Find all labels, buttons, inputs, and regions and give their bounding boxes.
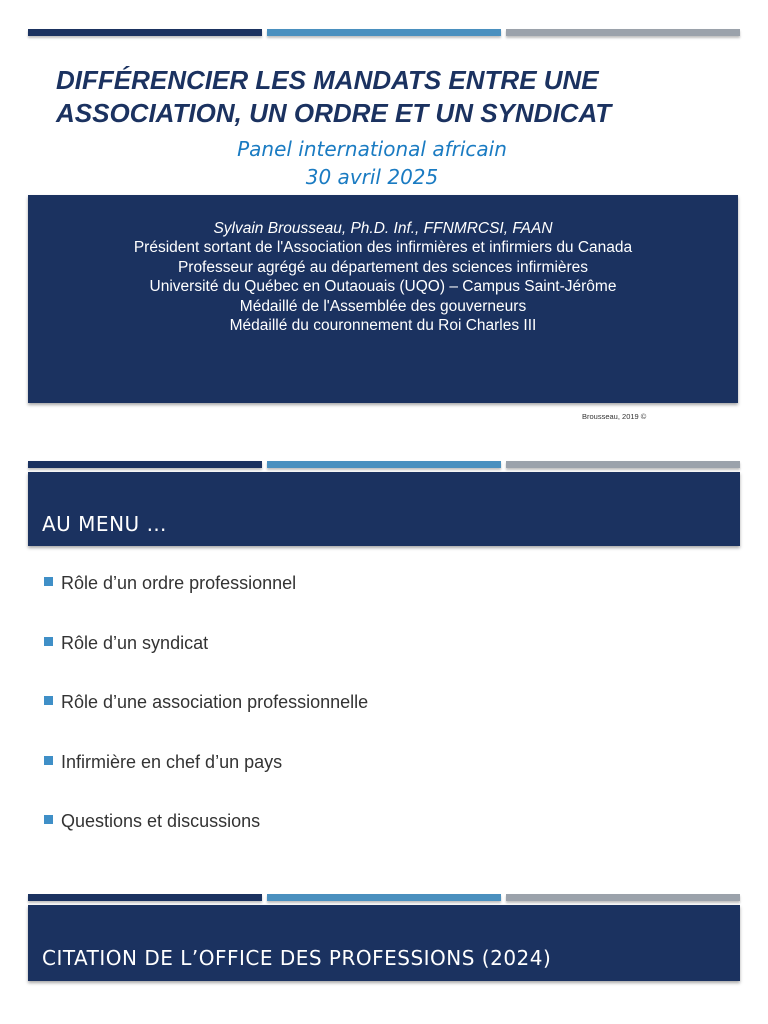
blue-bar (267, 461, 501, 468)
title-line-2: ASSOCIATION, UN ORDRE ET UN SYNDICAT (56, 98, 612, 128)
copyright-note: Brousseau, 2019 © (582, 412, 647, 421)
list-item-text: Infirmière en chef d’un pays (61, 751, 283, 772)
subtitle-event: Panel international africain (237, 137, 507, 161)
slide-menu (0, 455, 768, 875)
gray-bar (506, 29, 740, 36)
list-item-text: Rôle d’une association professionnelle (61, 692, 369, 712)
decorative-bars (28, 29, 740, 36)
square-bullet-icon (44, 756, 53, 765)
square-bullet-icon (44, 696, 53, 705)
author-line: Médaillé de l'Assemblée des gouverneurs (239, 297, 527, 315)
square-bullet-icon (44, 637, 53, 646)
slide-header-title: AU MENU … (42, 512, 168, 536)
list-item-text: Questions et discussions (61, 811, 261, 831)
gray-bar (506, 894, 740, 901)
decorative-bars (28, 894, 740, 901)
navy-bar (28, 29, 262, 36)
author-box (28, 195, 738, 403)
slide-header-title: CITATION DE L’OFFICE DES PROFESSIONS (2024) (42, 946, 552, 970)
navy-bar (28, 461, 262, 468)
blue-bar (267, 29, 501, 36)
slide-title (0, 0, 768, 430)
author-line: Président sortant de l'Association des infirmières et infirmiers du Canada (133, 239, 633, 257)
author-line: Professeur agrégé au département des sciences infirmières (177, 258, 589, 276)
slide-header (28, 905, 740, 981)
author-line: Médaillé du couronnement du Roi Charles III (229, 317, 537, 335)
slide-header (28, 472, 740, 546)
gray-bar (506, 461, 740, 468)
blue-bar (267, 894, 501, 901)
decorative-bars (28, 461, 740, 468)
list-item-text: Rôle d’un ordre professionnel (61, 573, 297, 593)
author-line: Université du Québec en Outaouais (UQO) – Campus Saint-Jérôme (149, 278, 617, 296)
author-name: Sylvain Brousseau, Ph.D. Inf., FFNMRCSI, FAAN (213, 220, 553, 237)
title-line-1: DIFFÉRENCIER LES MANDATS ENTRE UNE (56, 65, 599, 95)
subtitle-date: 30 avril 2025 (305, 165, 439, 189)
list-item-text: Rôle d’un syndicat (61, 632, 209, 653)
square-bullet-icon (44, 577, 53, 586)
square-bullet-icon (44, 815, 53, 824)
navy-bar (28, 894, 262, 901)
slide-citation (0, 887, 768, 1024)
slide-title-heading (56, 64, 736, 130)
